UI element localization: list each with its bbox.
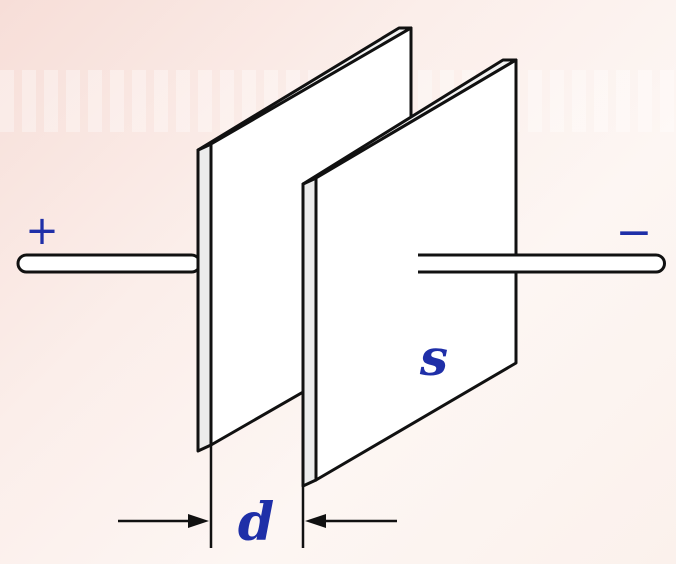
separation-label: d bbox=[237, 492, 275, 553]
right-arrow-head bbox=[305, 514, 326, 528]
left-arrow-head bbox=[188, 514, 209, 528]
negative-terminal-label: − bbox=[615, 207, 653, 258]
positive-terminal-label: + bbox=[25, 208, 59, 254]
positive-lead-wire bbox=[18, 255, 200, 272]
plate-area-label: s bbox=[419, 328, 449, 387]
